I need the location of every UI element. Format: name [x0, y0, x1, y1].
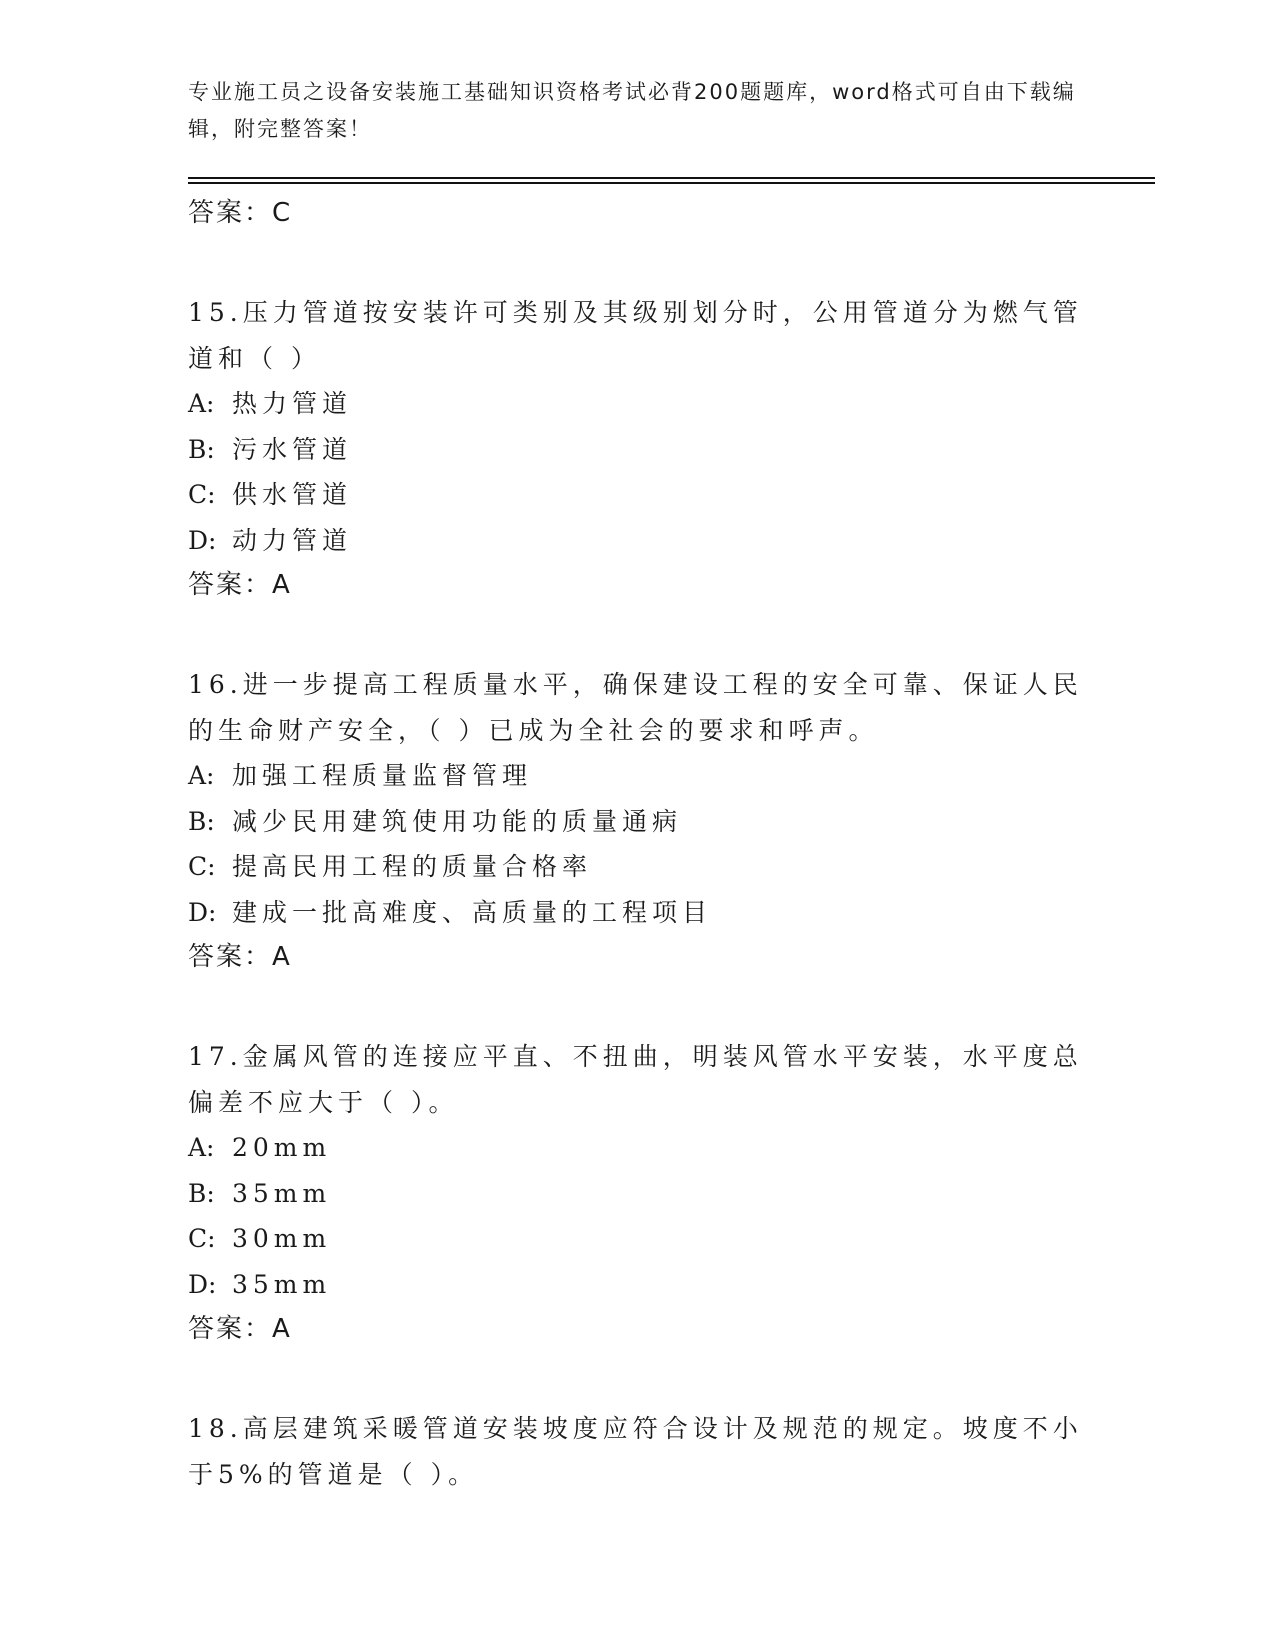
option-d	[188, 518, 1088, 564]
option-a	[188, 381, 1088, 427]
option-letter: A:	[188, 1133, 215, 1162]
option-text: 30mm	[232, 1224, 332, 1253]
question-text: 17.金属风管的连接应平直、不扭曲，明装风管水平安装，水平度总偏差不应大于（ ）。	[188, 1042, 1083, 1117]
option-text: 污水管道	[232, 434, 353, 464]
option-text: 加强工程质量监督管理	[232, 761, 533, 790]
option-c	[188, 1216, 1088, 1262]
option-text: 供水管道	[232, 480, 353, 509]
option-c	[188, 844, 1088, 890]
option-text: 35mm	[232, 1269, 332, 1299]
answer-line: 答案：A	[188, 942, 292, 972]
header-rule-top	[188, 177, 1155, 179]
option-letter: C:	[188, 852, 216, 881]
question-text: 16.进一步提高工程质量水平，确保建设工程的安全可靠、保证人民的生命财产安全，（ ）已成为全社会的要求和呼声。	[188, 670, 1083, 745]
option-b	[188, 427, 1088, 473]
question-text: 15.压力管道按安装许可类别及其级别划分时，公用管道分为燃气管道和（ ）	[188, 298, 1083, 373]
question-block	[188, 290, 1088, 608]
option-text: 35mm	[232, 1178, 332, 1208]
option-letter: C:	[188, 480, 216, 509]
option-letter: B:	[188, 1178, 215, 1208]
option-text: 建成一批高难度、高质量的工程项目	[232, 897, 713, 927]
option-text: 动力管道	[232, 525, 353, 555]
option-letter: D:	[188, 897, 217, 927]
option-letter: A:	[188, 389, 215, 418]
option-c	[188, 472, 1088, 518]
question-block	[188, 662, 1088, 980]
option-letter: D:	[188, 525, 217, 555]
document-content	[188, 190, 1088, 1497]
document-header: 专业施工员之设备安装施工基础知识资格考试必背200题题库，word格式可自由下载编辑，附完整答案！	[188, 80, 1076, 141]
answer-line: 答案：C	[188, 198, 293, 228]
question-block	[188, 1034, 1088, 1352]
option-text: 提高民用工程的质量合格率	[232, 852, 593, 881]
option-b	[188, 799, 1088, 845]
option-text: 20mm	[232, 1133, 332, 1162]
answer-line: 答案：A	[188, 1314, 292, 1344]
option-text: 减少民用建筑使用功能的质量通病	[232, 806, 683, 836]
option-text: 热力管道	[232, 389, 353, 418]
option-d	[188, 1262, 1088, 1308]
option-a	[188, 1125, 1088, 1171]
question-text: 18.高层建筑采暖管道安装坡度应符合设计及规范的规定。坡度不小于5%的管道是（ ）。	[188, 1414, 1083, 1489]
option-d	[188, 890, 1088, 936]
option-letter: A:	[188, 761, 215, 790]
option-letter: C:	[188, 1224, 216, 1253]
option-letter: B:	[188, 434, 215, 464]
header-rule-bottom	[188, 182, 1155, 184]
option-letter: D:	[188, 1269, 217, 1299]
answer-line: 答案：A	[188, 570, 292, 600]
option-a	[188, 753, 1088, 799]
option-b	[188, 1171, 1088, 1217]
question-block	[188, 1406, 1088, 1497]
option-letter: B:	[188, 806, 215, 836]
